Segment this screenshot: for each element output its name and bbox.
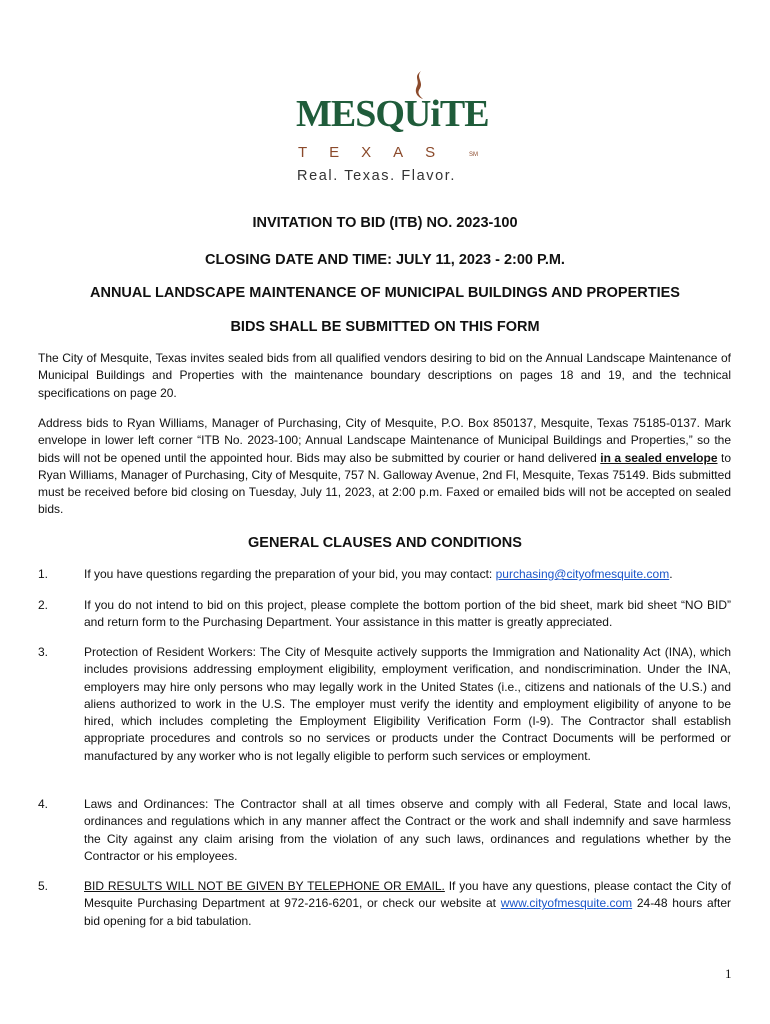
- no-phone-results-notice: BID RESULTS WILL NOT BE GIVEN BY TELEPHONE OR EMAIL.: [84, 879, 445, 893]
- logo-tagline: Real. Texas. Flavor.: [297, 168, 457, 184]
- clause-number: 2.: [38, 598, 49, 612]
- clause-text: Protection of Resident Workers: The City of Mesquite actively supports the Immigration and Nationality Act (INA), which includes provisions addressing employment eligibility, employment verification, and nondiscrimination. Under the INA, employers may hire only persons who may legally work in the United States (i.e., citizens and nationals of the U.S.) and aliens authorized to work in the U.S. The employer must verify the identity and employment eligibility of anyone to be hired, which includes completing the Employment Eligibility Verification Form (I-9). The Contractor shall establish appropriate procedures and controls so no services or products under the Contract Documents will be performed or manufactured by any worker who is not legally eligible to perform such services or employment.: [84, 645, 731, 763]
- address-paragraph: [38, 415, 731, 519]
- clause-item: [38, 878, 731, 930]
- itb-number-heading: INVITATION TO BID (ITB) NO. 2023-100: [252, 215, 518, 231]
- logo-wordmark: MESQUiTE: [296, 93, 489, 135]
- address-text-1: Address bids to Ryan Williams, Manager of Purchasing, City of Mesquite, P.O. Box 850137, Mesquite, Texas 75185-0137. Mark envelope in lower left corner “ITB No. 2023-100; Annual Landscape Maintenance of Municipal Buildings and Properties,” so the bids will not be opened until the appointed hour. Bids may also be submitted by courier or hand delivered: [38, 416, 731, 465]
- submission-heading: BIDS SHALL BE SUBMITTED ON THIS FORM: [230, 319, 540, 335]
- clause-text: Laws and Ordinances: The Contractor shall at all times observe and comply with all Federal, State and local laws, ordinances and regulations which in any manner affect the Contract or the work and shall indemnify and save harmless the City against any claim arising from the violation of any such laws, ordinances and regulations whether by the Contractor or his employees.: [84, 797, 731, 863]
- clause-text-end: .: [669, 567, 673, 581]
- address-text-2: to Ryan Williams, Manager of Purchasing, City of Mesquite, 757 N. Galloway Avenue, 2nd Fl, Mesquite, Texas 75149. Bids submitted must be received before bid closing on Tuesday, July 11, 2023, at 2:00 p.m. Faxed or emailed bids will not be accepted on sealed bids.: [38, 450, 732, 517]
- closing-date-heading: CLOSING DATE AND TIME: JULY 11, 2023 - 2:00 P.M.: [205, 252, 565, 268]
- clause-item: [38, 796, 731, 865]
- purchasing-email-link[interactable]: purchasing@cityofmesquite.com: [495, 567, 670, 581]
- page-number: 1: [725, 966, 732, 981]
- clause-number: 4.: [38, 797, 49, 811]
- clause-text: If you do not intend to bid on this project, please complete the bottom portion of the bid sheet, mark bid sheet “NO BID” and return form to the Purchasing Department. Your assistance in this matter is greatly appreciated.: [84, 598, 731, 630]
- city-website-link[interactable]: www.cityofmesquite.com: [500, 896, 633, 911]
- clause-item: [38, 566, 731, 583]
- clause-item: [38, 644, 731, 765]
- clause-text: If you have questions regarding the preparation of your bid, you may contact:: [84, 567, 496, 581]
- project-title-heading: ANNUAL LANDSCAPE MAINTENANCE OF MUNICIPAL BUILDINGS AND PROPERTIES: [90, 285, 680, 301]
- general-clauses-heading: GENERAL CLAUSES AND CONDITIONS: [248, 535, 522, 551]
- sealed-envelope-emphasis: in a sealed envelope: [600, 450, 718, 465]
- clause-number: 3.: [38, 645, 49, 659]
- logo-service-mark: SM: [469, 152, 478, 158]
- clause-item: [38, 597, 731, 632]
- clause-number: 1.: [38, 567, 49, 581]
- city-logo: [296, 70, 489, 188]
- clause-text-end: 24-48 hours after bid opening for a bid tabulation.: [84, 896, 732, 928]
- clause-text: If you have any questions, please contact the City of Mesquite Purchasing Department at 972-216-6201, or check our website at: [84, 879, 731, 911]
- logo-subtitle: TEXAS: [298, 144, 458, 161]
- clause-number: 5.: [38, 879, 49, 893]
- intro-paragraph: The City of Mesquite, Texas invites sealed bids from all qualified vendors desiring to bid on the Annual Landscape Maintenance of Municipal Buildings and Properties with the maintenance boundary descriptions on pages 18 and 19, and the technical specifications on page 20.: [38, 351, 731, 400]
